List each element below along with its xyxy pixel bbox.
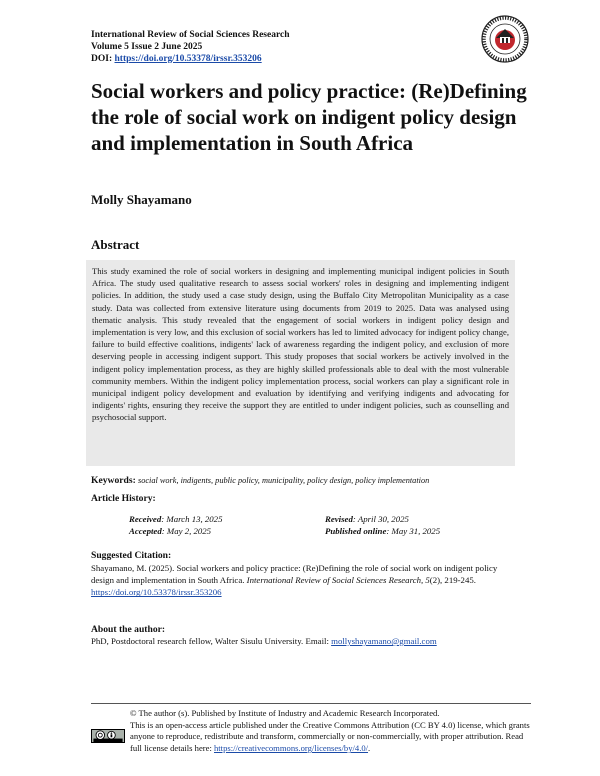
journal-doi bbox=[91, 53, 290, 65]
footer-divider bbox=[91, 703, 531, 704]
citation-volume: 5 bbox=[425, 575, 430, 586]
revised-date: : April 30, 2025 bbox=[352, 514, 409, 524]
revised-label: Revised bbox=[325, 514, 353, 524]
abstract-heading: Abstract bbox=[91, 237, 140, 252]
keywords bbox=[91, 475, 429, 486]
accepted-label: Accepted bbox=[129, 526, 162, 536]
accepted-date: : May 2, 2025 bbox=[161, 526, 212, 536]
cc-by-license-icon bbox=[91, 729, 125, 743]
license-block bbox=[130, 708, 533, 755]
journal-header bbox=[91, 29, 290, 65]
journal-volume-issue: Volume 5 Issue 2 June 2025 bbox=[91, 42, 203, 52]
received-date: : March 13, 2025 bbox=[161, 514, 223, 524]
citation-pages: (2), 219-245. bbox=[429, 575, 476, 586]
journal-name: International Review of Social Sciences Research bbox=[91, 30, 290, 40]
article-author: Molly Shayamano bbox=[91, 192, 192, 207]
abstract-text: This study examined the role of social workers in designing and implementing municipal indigent policies in South Africa. The study used qualitative research to assess social workers' roles in designing and implementing indigent policies. In addition, the study used a case study design, using the Buffalo City Metropolitan Municipality as a case study. Data was collected from extensive literature using documents from 2019 to 2025. Data was analysed using thematic analysis. This study revealed that the engagement of social workers in indigent policy design and implementation is very low, and this exclusion of social workers has led to limited advocacy for indigent policy change, failure to build effective coalitions, indigents' lack of awareness regarding the indigent policy, and exclusion of more deserving people in accessing indigent support. This study proposes that social workers be actively involved in the indigent policy implementation process, as they are highly skilled professionals able to deal with the most vulnerable community members. Within the indigent policy implementation process, social workers can play a significant role in municipal indigent policy development and evaluation by identifying and verifying indigents and advocating for indigents' rights, ensuring they receive the support they are entitled to under indigent policies, such as counselling and psychosocial support. bbox=[92, 266, 509, 423]
citation-text bbox=[91, 562, 521, 599]
citation-journal: International Review of Social Sciences Research, bbox=[246, 575, 426, 586]
citation-main: Shayamano, M. (2025). Social workers and policy practice: (Re)Defining the role of social work on indigent policy design and implementation in South Africa. bbox=[91, 563, 498, 586]
author-email-link[interactable]: mollyshayamano@gmail.com bbox=[331, 636, 437, 646]
keywords-label: Keywords: bbox=[91, 475, 136, 486]
abstract-box bbox=[86, 260, 515, 466]
doi-label: DOI: bbox=[91, 54, 115, 64]
history-received bbox=[129, 514, 222, 524]
history-heading: Article History: bbox=[91, 493, 156, 504]
license-end: . bbox=[368, 743, 371, 754]
article-title: Social workers and policy practice: (Re)Defining the role of social work on indigent policy design and implementation in South Africa bbox=[91, 79, 527, 155]
license-link[interactable]: https://creativecommons.org/licenses/by/4.0/ bbox=[214, 743, 369, 754]
about-heading: About the author: bbox=[91, 624, 166, 635]
citation-heading: Suggested Citation: bbox=[91, 550, 172, 561]
journal-logo-icon bbox=[480, 14, 530, 64]
history-accepted bbox=[129, 526, 211, 536]
license-description: This is an open-access article published under the Creative Commons Attribution (CC BY 4.0) license, which grants anyone to reproduce, redistribute and transform, commercially or non-commercially, with proper attribution. Read full license details here: bbox=[130, 719, 530, 754]
about-affiliation: PhD, Postdoctoral research fellow, Walter Sisulu University. Email: bbox=[91, 636, 332, 646]
history-revised bbox=[325, 514, 409, 524]
history-published bbox=[325, 526, 440, 536]
published-label: Published online bbox=[325, 526, 387, 536]
about-text bbox=[91, 636, 531, 646]
doi-link[interactable]: https://doi.org/10.53378/irssr.353206 bbox=[114, 54, 262, 64]
received-label: Received bbox=[129, 514, 162, 524]
citation-doi-link[interactable]: https://doi.org/10.53378/irssr.353206 bbox=[91, 587, 222, 598]
keywords-value: social work, indigents, public policy, municipality, policy design, policy implementation bbox=[137, 476, 430, 485]
copyright-line: © The author (s). Published by Institute of Industry and Academic Research Incorporated. bbox=[130, 708, 440, 718]
published-date: : May 31, 2025 bbox=[386, 526, 441, 536]
license-text bbox=[130, 720, 533, 755]
